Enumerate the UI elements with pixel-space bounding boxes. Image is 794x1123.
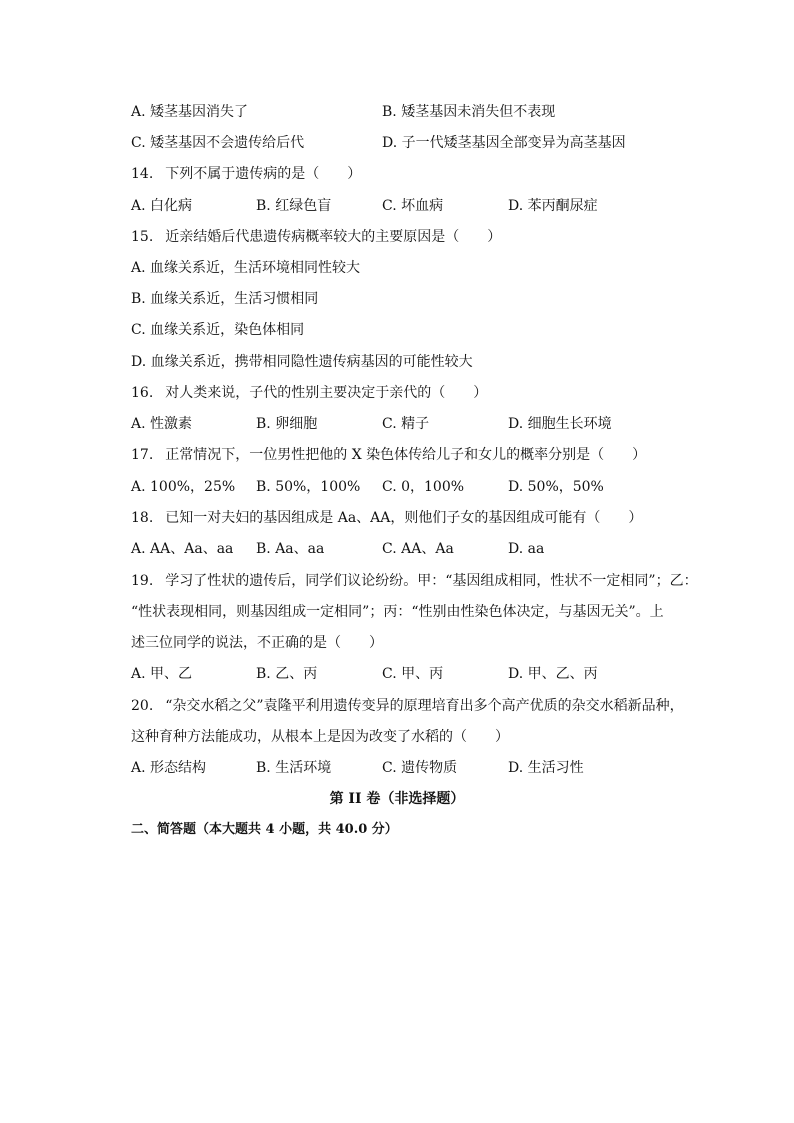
question-19-line-3: 述三位同学的说法，不正确的是（ ） — [131, 635, 383, 651]
q14-option-b: B. 红绿色盲 — [256, 198, 332, 214]
q13-option-c: C. 矮茎基因不会遗传给后代 — [131, 135, 305, 151]
question-number: 19. — [131, 573, 154, 589]
q13-option-b: B. 矮茎基因未消失但不表现 — [382, 104, 556, 120]
q14-option-d: D. 苯丙酮尿症 — [508, 198, 598, 214]
question-17 — [131, 445, 646, 465]
question-stem: 对人类来说，子代的性别主要决定于亲代的（ ） — [165, 385, 488, 401]
q15-option-d: D. 血缘关系近，携带相同隐性遗传病基因的可能性较大 — [131, 354, 473, 370]
q14-option-a: A. 白化病 — [131, 198, 193, 214]
q13-option-d: D. 子一代矮茎基因全部变异为高茎基因 — [382, 135, 626, 151]
q19-option-a: A. 甲、乙 — [131, 666, 193, 682]
question-stem: 已知一对夫妇的基因组成是 Aa、AA，则他们子女的基因组成可能有（ ） — [165, 510, 643, 526]
q20-option-a: A. 形态结构 — [131, 760, 207, 776]
q18-option-a: A. AA、Aa、aa — [131, 541, 234, 557]
q20-option-c: C. 遗传物质 — [382, 760, 458, 776]
question-number: 15. — [131, 229, 154, 245]
q16-option-a: A. 性激素 — [131, 416, 193, 432]
q15-option-a: A. 血缘关系近，生活环境相同性较大 — [131, 260, 361, 276]
q18-option-c: C. AA、Aa — [382, 541, 454, 557]
question-20-line-2: 这种育种方法能成功，从根本上是因为改变了水稻的（ ） — [131, 729, 509, 745]
q16-option-b: B. 卵细胞 — [256, 416, 318, 432]
question-18 — [131, 508, 642, 528]
question-number: 18. — [131, 510, 154, 526]
q17-option-d: D. 50%，50% — [508, 479, 604, 495]
question-19 — [131, 571, 698, 591]
q18-option-b: B. Aa、aa — [256, 541, 325, 557]
question-14 — [131, 164, 361, 184]
q20-option-d: D. 生活习性 — [508, 760, 584, 776]
q13-option-a: A. 矮茎基因消失了 — [131, 104, 249, 120]
q18-option-d: D. aa — [508, 541, 545, 557]
question-stem-line-1: 学习了性状的遗传后，同学们议论纷纷。甲：“基因组成相同，性状不一定相同”；乙： — [165, 573, 698, 589]
q19-option-c: C. 甲、丙 — [382, 666, 444, 682]
q15-option-c: C. 血缘关系近，染色体相同 — [131, 322, 305, 338]
q16-option-d: D. 细胞生长环境 — [508, 416, 612, 432]
question-19-line-2: “性状表现相同，则基因组成一定相同”；丙：“性别由性染色体决定，与基因无关”。上 — [131, 604, 664, 620]
question-stem-line-1: “杂交水稻之父”袁隆平利用遗传变异的原理培育出多个高产优质的杂交水稻新品种， — [165, 698, 684, 714]
section-subtitle: 二、简答题（本大题共 4 小题，共 40.0 分） — [131, 822, 398, 837]
question-number: 17. — [131, 447, 154, 463]
q19-option-b: B. 乙、丙 — [256, 666, 318, 682]
question-stem: 近亲结婚后代患遗传病概率较大的主要原因是（ ） — [165, 229, 502, 245]
q17-option-a: A. 100%，25% — [131, 479, 236, 495]
q14-option-c: C. 坏血病 — [382, 198, 444, 214]
q15-option-b: B. 血缘关系近，生活习惯相同 — [131, 291, 319, 307]
q17-option-c: C. 0，100% — [382, 479, 465, 495]
question-20 — [131, 696, 684, 716]
q19-option-d: D. 甲、乙、丙 — [508, 666, 598, 682]
q16-option-c: C. 精子 — [382, 416, 430, 432]
q20-option-b: B. 生活环境 — [256, 760, 332, 776]
question-number: 16. — [131, 385, 154, 401]
section-title: 第 II 卷（非选择题） — [329, 791, 465, 807]
question-16 — [131, 383, 487, 403]
question-15 — [131, 227, 501, 247]
question-stem: 下列不属于遗传病的是（ ） — [165, 166, 362, 182]
q17-option-b: B. 50%，100% — [256, 479, 361, 495]
question-number: 20. — [131, 698, 154, 714]
question-stem: 正常情况下，一位男性把他的 X 染色体传给儿子和女儿的概率分别是（ ） — [165, 447, 647, 463]
question-number: 14. — [131, 166, 154, 182]
